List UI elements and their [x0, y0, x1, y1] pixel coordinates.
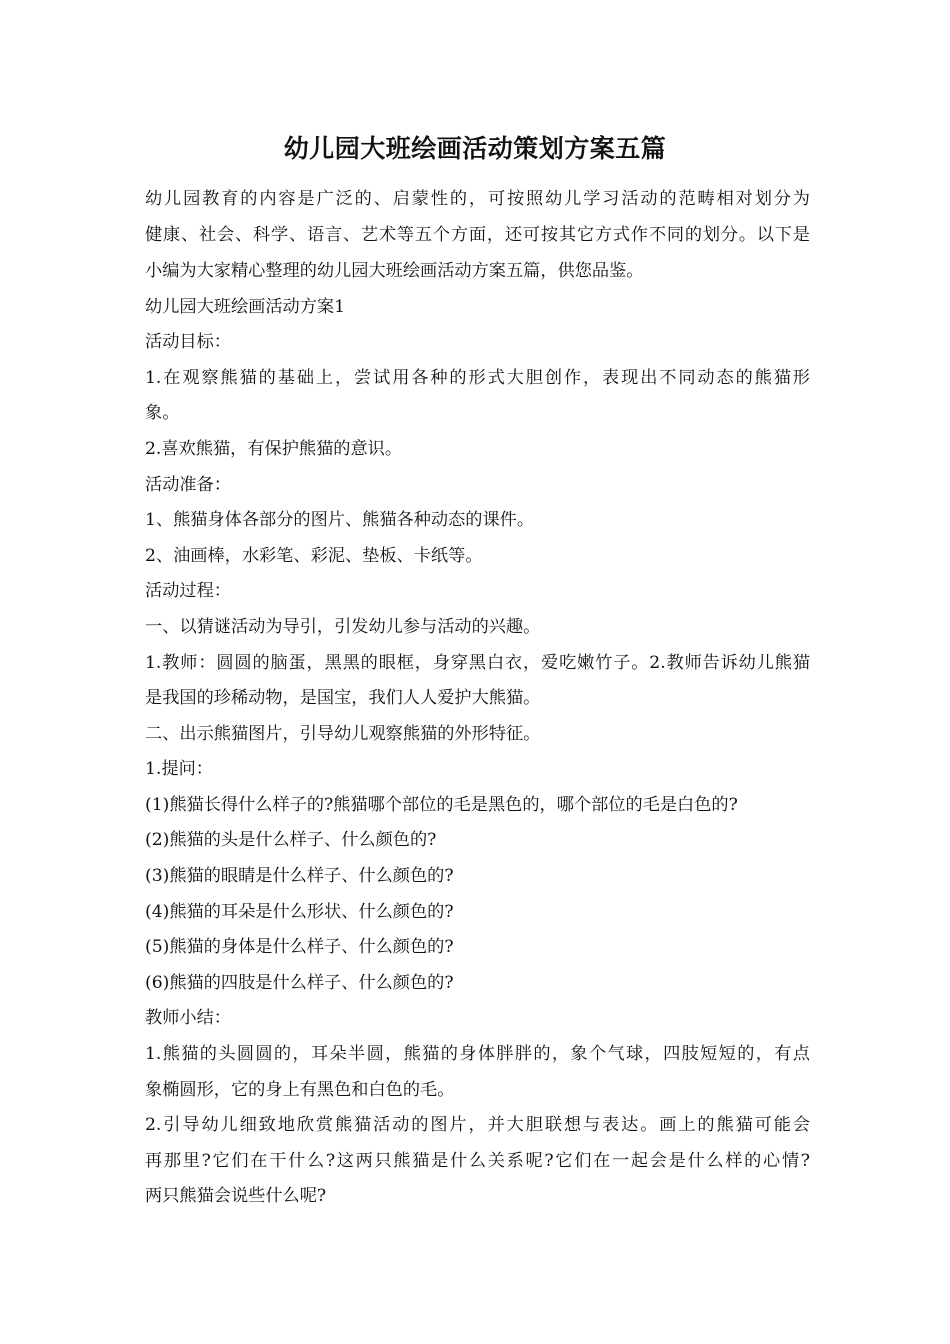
paragraph-line: 健康、社会、科学、语言、艺术等五个方面，还可按其它方式作不同的划分。以下是 [145, 225, 810, 246]
document-title: 幼儿园大班绘画活动策划方案五篇 [283, 134, 667, 163]
paragraph-line: (2)熊猫的头是什么样子、什么颜色的? [145, 830, 437, 851]
paragraph-line: 2.引导幼儿细致地欣赏熊猫活动的图片，并大胆联想与表达。画上的熊猫可能会 [145, 1115, 810, 1136]
paragraph-line: 象椭圆形，它的身上有黑色和白色的毛。 [145, 1079, 455, 1100]
paragraph-line: 二、出示熊猫图片，引导幼儿观察熊猫的外形特征。 [145, 723, 541, 744]
paragraph-line: (5)熊猫的身体是什么样子、什么颜色的? [145, 937, 454, 958]
paragraph-line: 小编为大家精心整理的幼儿园大班绘画活动方案五篇，供您品鉴。 [145, 261, 644, 282]
paragraph-line: 1、熊猫身体各部分的图片、熊猫各种动态的课件。 [145, 510, 535, 531]
paragraph-line: (4)熊猫的耳朵是什么形状、什么颜色的? [145, 901, 454, 922]
paragraph-line: 1.提问： [145, 759, 213, 780]
paragraph-line: 一、以猜谜活动为导引，引发幼儿参与活动的兴趣。 [145, 616, 541, 637]
paragraph-line: (6)熊猫的四肢是什么样子、什么颜色的? [145, 972, 454, 993]
paragraph-line: 两只熊猫会说些什么呢? [145, 1186, 327, 1207]
document-body [145, 181, 810, 1215]
paragraph-line: 1.熊猫的头圆圆的，耳朵半圆，熊猫的身体胖胖的，象个气球，四肢短短的，有点 [145, 1044, 810, 1065]
section-label: 活动过程： [145, 581, 231, 602]
section-label: 活动目标： [145, 332, 231, 353]
paragraph-line: 象。 [145, 403, 180, 424]
paragraph-line: 是我国的珍稀动物，是国宝，我们人人爱护大熊猫。 [145, 688, 541, 709]
paragraph-line: (1)熊猫长得什么样子的?熊猫哪个部位的毛是黑色的，哪个部位的毛是白色的? [145, 794, 738, 815]
paragraph-line: 2.喜欢熊猫，有保护熊猫的意识。 [145, 438, 403, 459]
section-heading: 幼儿园大班绘画活动方案1 [145, 296, 345, 317]
paragraph-line: 1.教师：圆圆的脑蛋，黑黑的眼框，身穿黑白衣，爱吃嫩竹子。2.教师告诉幼儿熊猫 [145, 652, 810, 673]
paragraph-line: 1.在观察熊猫的基础上，尝试用各种的形式大胆创作，表现出不同动态的熊猫形 [145, 367, 810, 388]
paragraph-line: (3)熊猫的眼睛是什么样子、什么颜色的? [145, 866, 454, 887]
section-label: 教师小结： [145, 1008, 231, 1029]
paragraph-line: 幼儿园教育的内容是广泛的、启蒙性的，可按照幼儿学习活动的范畴相对划分为 [145, 189, 810, 209]
paragraph-line: 2、油画棒，水彩笔、彩泥、垫板、卡纸等。 [145, 545, 483, 566]
section-label: 活动准备： [145, 474, 231, 495]
paragraph-line: 再那里?它们在干什么?这两只熊猫是什么关系呢?它们在一起会是什么样的心情? [145, 1150, 810, 1171]
